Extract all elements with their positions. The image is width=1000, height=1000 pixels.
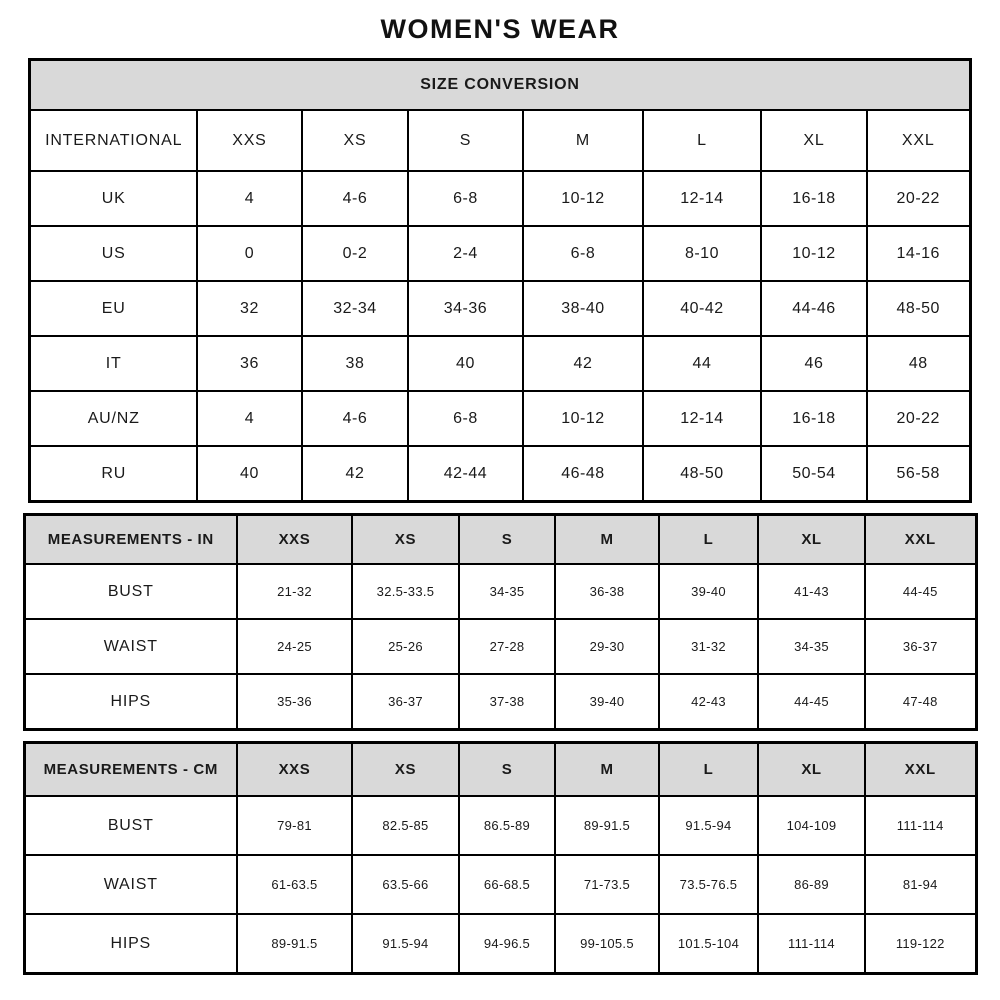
column-header: XS bbox=[352, 515, 459, 565]
cell-value: 48 bbox=[867, 336, 970, 391]
cell-value: 44-45 bbox=[865, 564, 976, 619]
table-row bbox=[30, 171, 970, 226]
cell-value: 39-40 bbox=[659, 564, 758, 619]
column-header: XXS bbox=[237, 743, 352, 797]
cell-value: 63.5-66 bbox=[352, 855, 459, 914]
cell-value: 42 bbox=[302, 446, 408, 502]
row-label: US bbox=[30, 226, 197, 281]
column-header: M bbox=[523, 110, 643, 171]
cell-value: 4 bbox=[197, 391, 302, 446]
cell-value: 0 bbox=[197, 226, 302, 281]
cell-value: 36 bbox=[197, 336, 302, 391]
cell-value: 37-38 bbox=[459, 674, 555, 730]
column-header: INTERNATIONAL bbox=[30, 110, 197, 171]
cell-value: 10-12 bbox=[523, 391, 643, 446]
table-row bbox=[30, 446, 970, 502]
cell-value: 73.5-76.5 bbox=[659, 855, 758, 914]
column-header: S bbox=[459, 515, 555, 565]
row-label: BUST bbox=[24, 796, 237, 855]
cell-value: 81-94 bbox=[865, 855, 976, 914]
cell-value: 4 bbox=[197, 171, 302, 226]
size-conversion-banner: SIZE CONVERSION bbox=[30, 60, 970, 111]
cell-value: 94-96.5 bbox=[459, 914, 555, 974]
cell-value: 6-8 bbox=[523, 226, 643, 281]
cell-value: 40-42 bbox=[643, 281, 761, 336]
cell-value: 56-58 bbox=[867, 446, 970, 502]
column-header: XL bbox=[761, 110, 867, 171]
cell-value: 12-14 bbox=[643, 171, 761, 226]
cell-value: 40 bbox=[197, 446, 302, 502]
cell-value: 44 bbox=[643, 336, 761, 391]
cell-value: 24-25 bbox=[237, 619, 352, 674]
column-header: M bbox=[555, 743, 659, 797]
table-row bbox=[24, 796, 976, 855]
cell-value: 25-26 bbox=[352, 619, 459, 674]
cell-value: 104-109 bbox=[758, 796, 865, 855]
cell-value: 42-43 bbox=[659, 674, 758, 730]
table-row bbox=[24, 564, 976, 619]
cell-value: 99-105.5 bbox=[555, 914, 659, 974]
cell-value: 8-10 bbox=[643, 226, 761, 281]
table-row bbox=[24, 619, 976, 674]
cell-value: 32-34 bbox=[302, 281, 408, 336]
row-label: UK bbox=[30, 171, 197, 226]
cell-value: 38 bbox=[302, 336, 408, 391]
row-label: IT bbox=[30, 336, 197, 391]
cell-value: 48-50 bbox=[643, 446, 761, 502]
cell-value: 91.5-94 bbox=[352, 914, 459, 974]
column-header: XL bbox=[758, 515, 865, 565]
cell-value: 20-22 bbox=[867, 171, 970, 226]
table-row bbox=[30, 226, 970, 281]
measurements-in-header: MEASUREMENTS - IN bbox=[24, 515, 237, 565]
column-header: M bbox=[555, 515, 659, 565]
measurements-cm-table bbox=[23, 741, 978, 975]
measurements-in-header-row bbox=[24, 515, 976, 565]
cell-value: 4-6 bbox=[302, 171, 408, 226]
cell-value: 40 bbox=[408, 336, 523, 391]
column-header: XXS bbox=[197, 110, 302, 171]
cell-value: 32 bbox=[197, 281, 302, 336]
column-header: L bbox=[659, 515, 758, 565]
column-header: XS bbox=[352, 743, 459, 797]
cell-value: 10-12 bbox=[761, 226, 867, 281]
cell-value: 48-50 bbox=[867, 281, 970, 336]
cell-value: 6-8 bbox=[408, 391, 523, 446]
row-label: AU/NZ bbox=[30, 391, 197, 446]
cell-value: 50-54 bbox=[761, 446, 867, 502]
row-label: RU bbox=[30, 446, 197, 502]
column-header: L bbox=[643, 110, 761, 171]
cell-value: 31-32 bbox=[659, 619, 758, 674]
row-label: EU bbox=[30, 281, 197, 336]
cell-value: 0-2 bbox=[302, 226, 408, 281]
cell-value: 21-32 bbox=[237, 564, 352, 619]
table-row bbox=[24, 855, 976, 914]
measurements-in-table bbox=[23, 513, 978, 731]
column-header: XXL bbox=[865, 515, 976, 565]
row-label: HIPS bbox=[24, 914, 237, 974]
cell-value: 89-91.5 bbox=[237, 914, 352, 974]
cell-value: 36-38 bbox=[555, 564, 659, 619]
cell-value: 16-18 bbox=[761, 171, 867, 226]
row-label: HIPS bbox=[24, 674, 237, 730]
cell-value: 86.5-89 bbox=[459, 796, 555, 855]
cell-value: 34-35 bbox=[758, 619, 865, 674]
column-header: XXL bbox=[867, 110, 970, 171]
column-header: XXL bbox=[865, 743, 976, 797]
measurements-in-body bbox=[24, 564, 976, 730]
measurements-cm-header-row bbox=[24, 743, 976, 797]
cell-value: 41-43 bbox=[758, 564, 865, 619]
cell-value: 91.5-94 bbox=[659, 796, 758, 855]
cell-value: 89-91.5 bbox=[555, 796, 659, 855]
cell-value: 10-12 bbox=[523, 171, 643, 226]
row-label: WAIST bbox=[24, 855, 237, 914]
size-conversion-column-row bbox=[30, 110, 970, 171]
column-header: XL bbox=[758, 743, 865, 797]
table-row bbox=[30, 391, 970, 446]
cell-value: 12-14 bbox=[643, 391, 761, 446]
column-header: L bbox=[659, 743, 758, 797]
table-row bbox=[24, 674, 976, 730]
cell-value: 36-37 bbox=[352, 674, 459, 730]
table-row bbox=[24, 914, 976, 974]
cell-value: 46 bbox=[761, 336, 867, 391]
row-label: BUST bbox=[24, 564, 237, 619]
cell-value: 6-8 bbox=[408, 171, 523, 226]
cell-value: 86-89 bbox=[758, 855, 865, 914]
cell-value: 61-63.5 bbox=[237, 855, 352, 914]
table-row bbox=[30, 281, 970, 336]
cell-value: 36-37 bbox=[865, 619, 976, 674]
cell-value: 27-28 bbox=[459, 619, 555, 674]
size-conversion-table bbox=[28, 58, 971, 503]
cell-value: 4-6 bbox=[302, 391, 408, 446]
cell-value: 111-114 bbox=[865, 796, 976, 855]
size-conversion-banner-row bbox=[30, 60, 970, 111]
cell-value: 71-73.5 bbox=[555, 855, 659, 914]
cell-value: 47-48 bbox=[865, 674, 976, 730]
cell-value: 35-36 bbox=[237, 674, 352, 730]
cell-value: 42 bbox=[523, 336, 643, 391]
cell-value: 44-45 bbox=[758, 674, 865, 730]
cell-value: 2-4 bbox=[408, 226, 523, 281]
cell-value: 14-16 bbox=[867, 226, 970, 281]
cell-value: 111-114 bbox=[758, 914, 865, 974]
column-header: XXS bbox=[237, 515, 352, 565]
cell-value: 34-35 bbox=[459, 564, 555, 619]
measurements-cm-body bbox=[24, 796, 976, 974]
column-header: S bbox=[459, 743, 555, 797]
cell-value: 42-44 bbox=[408, 446, 523, 502]
cell-value: 39-40 bbox=[555, 674, 659, 730]
cell-value: 32.5-33.5 bbox=[352, 564, 459, 619]
table-row bbox=[30, 336, 970, 391]
cell-value: 44-46 bbox=[761, 281, 867, 336]
column-header: S bbox=[408, 110, 523, 171]
cell-value: 38-40 bbox=[523, 281, 643, 336]
row-label: WAIST bbox=[24, 619, 237, 674]
measurements-cm-header: MEASUREMENTS - CM bbox=[24, 743, 237, 797]
cell-value: 16-18 bbox=[761, 391, 867, 446]
cell-value: 34-36 bbox=[408, 281, 523, 336]
size-conversion-body bbox=[30, 171, 970, 502]
cell-value: 101.5-104 bbox=[659, 914, 758, 974]
cell-value: 119-122 bbox=[865, 914, 976, 974]
cell-value: 46-48 bbox=[523, 446, 643, 502]
cell-value: 66-68.5 bbox=[459, 855, 555, 914]
page-title: WOMEN'S WEAR bbox=[380, 14, 620, 44]
cell-value: 79-81 bbox=[237, 796, 352, 855]
cell-value: 20-22 bbox=[867, 391, 970, 446]
cell-value: 82.5-85 bbox=[352, 796, 459, 855]
column-header: XS bbox=[302, 110, 408, 171]
cell-value: 29-30 bbox=[555, 619, 659, 674]
